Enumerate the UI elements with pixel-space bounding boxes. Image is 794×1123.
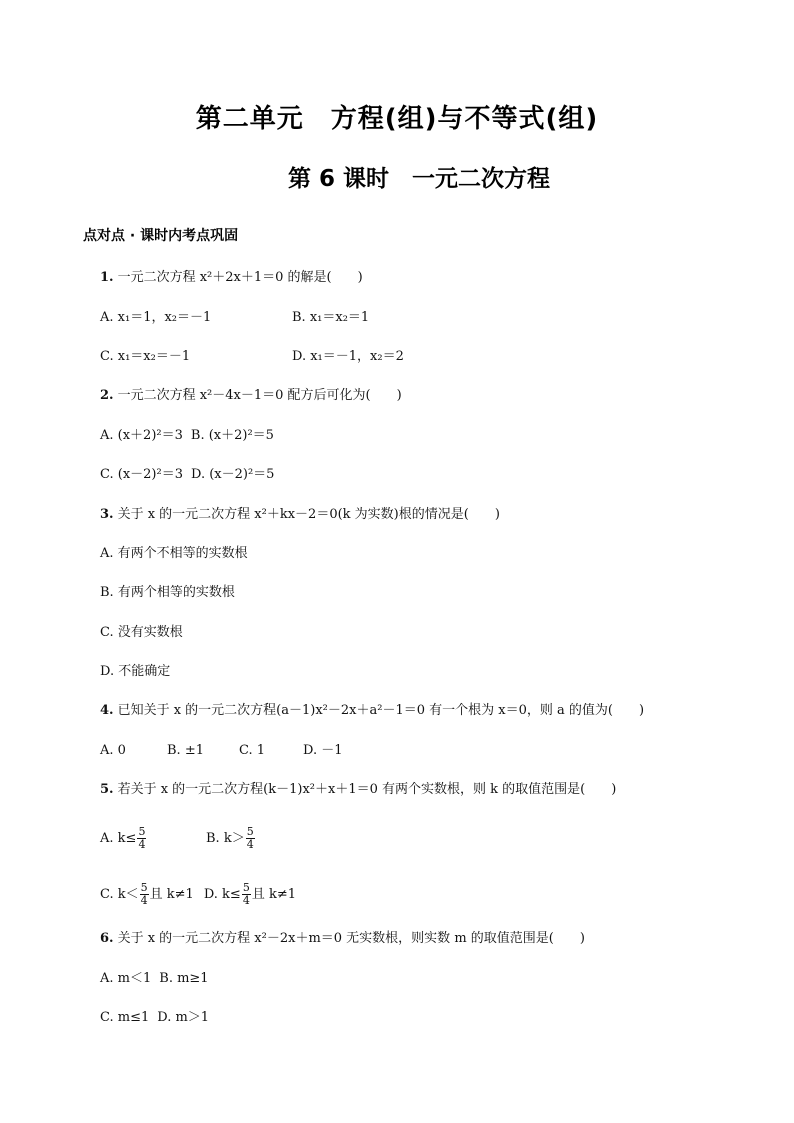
option-a: A. (x＋2)²＝3 bbox=[100, 428, 183, 443]
option-a bbox=[100, 826, 206, 851]
option-b: B. (x＋2)²＝5 bbox=[190, 428, 274, 443]
option-c: C. m≤1 bbox=[100, 1010, 150, 1025]
question-6-stem bbox=[100, 929, 585, 949]
question-3-stem bbox=[100, 505, 500, 525]
option-b: B. m≥1 bbox=[159, 971, 209, 986]
question-text: 一元二次方程 x²＋2x＋1＝0 的解是( ) bbox=[117, 270, 363, 285]
question-3-option-b: B. 有两个相等的实数根 bbox=[100, 585, 235, 600]
fraction bbox=[246, 826, 255, 851]
option-prefix: A. k≤ bbox=[100, 831, 137, 846]
option-b: B. x₁＝x₂＝1 bbox=[292, 310, 370, 325]
question-5-options-row-2 bbox=[100, 882, 296, 907]
question-text: 一元二次方程 x²－4x－1＝0 配方后可化为( ) bbox=[117, 388, 402, 403]
option-a: A. m＜1 bbox=[100, 971, 152, 986]
option-d: D. －1 bbox=[303, 743, 343, 758]
question-text: 若关于 x 的一元二次方程(k－1)x²＋x＋1＝0 有两个实数根，则 k 的取值范围是( ) bbox=[117, 782, 617, 797]
question-number: 4. bbox=[100, 703, 114, 718]
question-text: 关于 x 的一元二次方程 x²＋kx－2＝0(k 为实数)根的情况是( ) bbox=[117, 507, 500, 522]
option-a: A. 0 bbox=[100, 743, 126, 758]
fraction bbox=[140, 882, 149, 907]
option-d: D. (x－2)²＝5 bbox=[190, 467, 275, 482]
question-6-options-row-2 bbox=[100, 1008, 209, 1028]
question-2-stem bbox=[100, 386, 402, 406]
question-3-option-c: C. 没有实数根 bbox=[100, 625, 183, 640]
question-number: 6. bbox=[100, 931, 114, 946]
fraction-denominator: 4 bbox=[246, 838, 254, 851]
question-number: 1. bbox=[100, 270, 114, 285]
question-4-options bbox=[100, 741, 343, 761]
option-b bbox=[206, 826, 256, 851]
question-number: 5. bbox=[100, 782, 114, 797]
fraction bbox=[242, 882, 251, 907]
fraction-denominator: 4 bbox=[242, 894, 250, 907]
question-4-stem bbox=[100, 701, 644, 721]
fraction-numerator: 5 bbox=[140, 881, 148, 894]
option-c: C. x₁＝x₂＝－1 bbox=[100, 349, 191, 364]
option-a: A. x₁＝1，x₂＝－1 bbox=[100, 310, 212, 325]
question-text: 已知关于 x 的一元二次方程(a－1)x²－2x＋a²－1＝0 有一个根为 x＝0，则 a 的值为( ) bbox=[117, 703, 645, 718]
question-5-options-row-1 bbox=[100, 826, 256, 851]
fraction-numerator: 5 bbox=[246, 825, 254, 838]
unit-title: 第二单元 方程(组)与不等式(组) bbox=[195, 104, 599, 134]
question-number: 2. bbox=[100, 388, 114, 403]
fraction-denominator: 4 bbox=[140, 894, 148, 907]
option-c: C. (x－2)²＝3 bbox=[100, 467, 183, 482]
option-c: C. 1 bbox=[239, 743, 266, 758]
option-prefix: D. k≤ bbox=[203, 887, 241, 902]
question-6-options-row-1 bbox=[100, 969, 209, 989]
option-b: B. ±1 bbox=[167, 743, 204, 758]
question-3-option-a: A. 有两个不相等的实数根 bbox=[100, 546, 248, 561]
option-d bbox=[204, 882, 296, 907]
fraction-numerator: 5 bbox=[242, 881, 250, 894]
option-d: D. x₁＝－1，x₂＝2 bbox=[292, 349, 404, 364]
question-1-options-row-2 bbox=[100, 347, 404, 367]
option-suffix: 且 k≠1 bbox=[149, 887, 194, 902]
question-number: 3. bbox=[100, 507, 114, 522]
question-1-options-row-1 bbox=[100, 308, 369, 328]
question-2-options-row-1 bbox=[100, 426, 274, 446]
question-3-option-d: D. 不能确定 bbox=[100, 664, 171, 679]
option-prefix: C. k＜ bbox=[100, 887, 139, 902]
fraction-denominator: 4 bbox=[138, 838, 146, 851]
option-prefix: B. k＞ bbox=[206, 831, 245, 846]
option-suffix: 且 k≠1 bbox=[251, 887, 297, 902]
lesson-title: 第 6 课时 一元二次方程 bbox=[288, 166, 551, 192]
option-c bbox=[100, 882, 194, 907]
question-text: 关于 x 的一元二次方程 x²－2x＋m＝0 无实数根，则实数 m 的取值范围是( ) bbox=[117, 931, 585, 946]
question-5-stem bbox=[100, 780, 616, 800]
fraction-numerator: 5 bbox=[138, 825, 146, 838]
question-1-stem bbox=[100, 268, 363, 288]
fraction bbox=[137, 826, 146, 851]
section-heading: 点对点 · 课时内考点巩固 bbox=[83, 228, 239, 244]
option-d: D. m＞1 bbox=[157, 1010, 210, 1025]
question-2-options-row-2 bbox=[100, 465, 274, 485]
